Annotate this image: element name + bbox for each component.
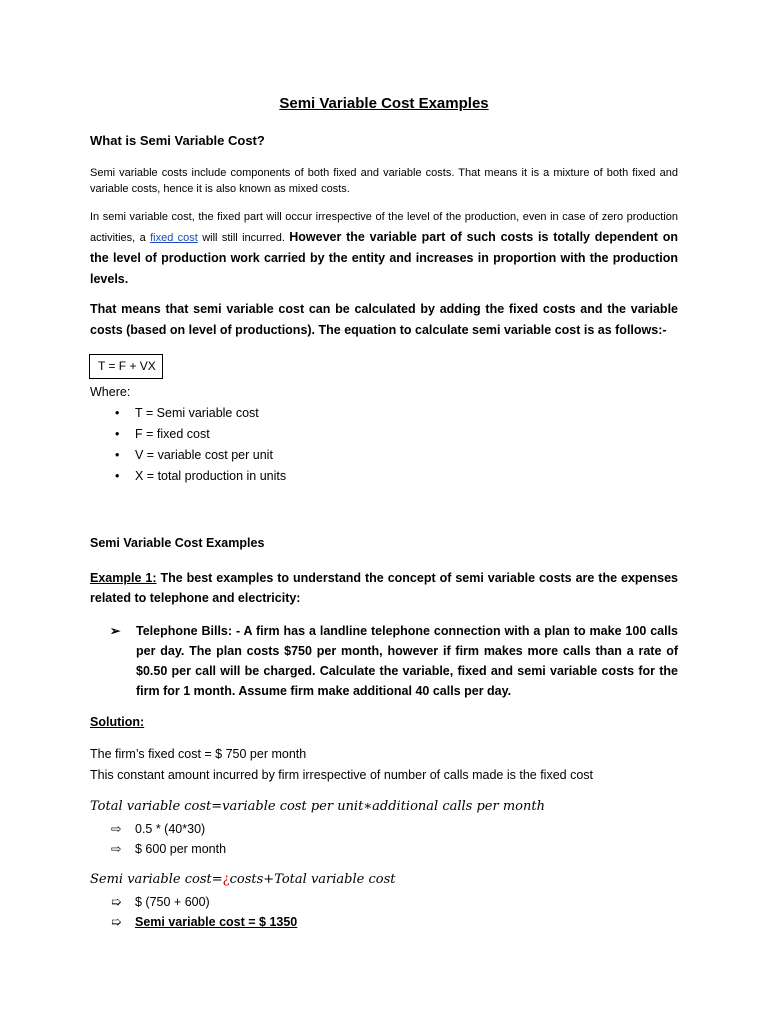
intro-paragraph: Semi variable costs include components of both fixed and variable costs. That means it is a mixture of both fixed and variable costs, hence it is also known as mixed costs. [90,167,678,195]
step-text: $ 600 per month [135,842,227,856]
step-text: 0.5 * (40*30) [135,822,206,836]
telephone-bills-item [110,621,678,701]
example1-paragraph [90,568,678,608]
bullet-icon: • [115,469,120,483]
formula-step [111,841,226,856]
definition-list [115,403,286,487]
list-item [115,466,286,487]
bullet-icon: • [115,448,120,462]
paragraph-text: In semi variable cost, the fixed part will occur irrespective of the level of the production, even in case of zero production activities, a [90,211,678,244]
definition-text: T = Semi variable cost [135,406,259,420]
equation-box: T = F + VX [89,354,163,379]
bullet-icon: • [115,406,120,420]
list-item [115,403,286,424]
variable-cost-formula: Total variable cost=variable cost per unit∗additional calls per month [90,799,545,814]
equation-intro-paragraph: That means that semi variable cost can be calculated by adding the fixed costs and the variable costs (based on level of productions). The equation to calculate semi variable cost is as follows:- [90,302,678,337]
definition-text: F = fixed cost [135,427,210,441]
list-item [115,424,286,445]
final-result [111,914,297,929]
formula-step [111,821,205,836]
arrow-bullet-icon: ➢ [110,624,121,638]
step-arrow-icon: ⇨ [111,822,122,836]
step-arrow-icon: ⇨ [111,842,122,856]
section-heading-examples: Semi Variable Cost Examples [90,536,265,550]
fixed-part-paragraph [90,207,678,290]
fixed-cost-line: The firm’s fixed cost = $ 750 per month [90,747,307,761]
paragraph-bold-text: However the variable part of such costs is totally dependent on the level of production work carried by the entity and increases in proportion with the production levels. [90,230,679,286]
formula-text: costs+Total variable cost [229,872,396,887]
fixed-cost-link[interactable]: fixed cost [150,232,198,244]
section-heading-what-is: What is Semi Variable Cost? [90,133,265,148]
solution-label: Solution: [90,715,145,729]
telephone-bills-text: Telephone Bills: - A firm has a landline telephone connection with a plan to make 100 calls per day. The plan costs $750 per month, however if firm makes more calls than a rate of $0.50 per call will be charged. Calculate the variable, fixed and semi variable costs for the firm for 1 month. Assume firm make additional 40 calls per day. [136,624,678,698]
final-result-text: Semi variable cost = $ 1350 [135,915,298,929]
step-arrow-icon: ➯ [111,895,122,909]
step-text: $ (750 + 600) [135,895,210,909]
formula-step [111,894,210,909]
bullet-icon: • [115,427,120,441]
step-arrow-icon: ➯ [111,915,122,929]
semi-variable-cost-formula [90,872,395,887]
document-title: Semi Variable Cost Examples [279,95,489,112]
list-item [115,445,286,466]
fixed-cost-note: This constant amount incurred by firm irrespective of number of calls made is the fixed cost [90,768,593,782]
formula-text: Semi variable cost= [90,872,223,887]
example1-text: The best examples to understand the concept of semi variable costs are the expenses related to telephone and electricity: [90,571,678,605]
paragraph-text: will still incurred. [197,232,290,244]
definition-text: V = variable cost per unit [135,448,273,462]
example1-label: Example 1: [90,571,157,585]
where-label: Where: [90,385,131,399]
definition-text: X = total production in units [135,469,287,483]
error-glyph: ¿ [222,872,230,887]
